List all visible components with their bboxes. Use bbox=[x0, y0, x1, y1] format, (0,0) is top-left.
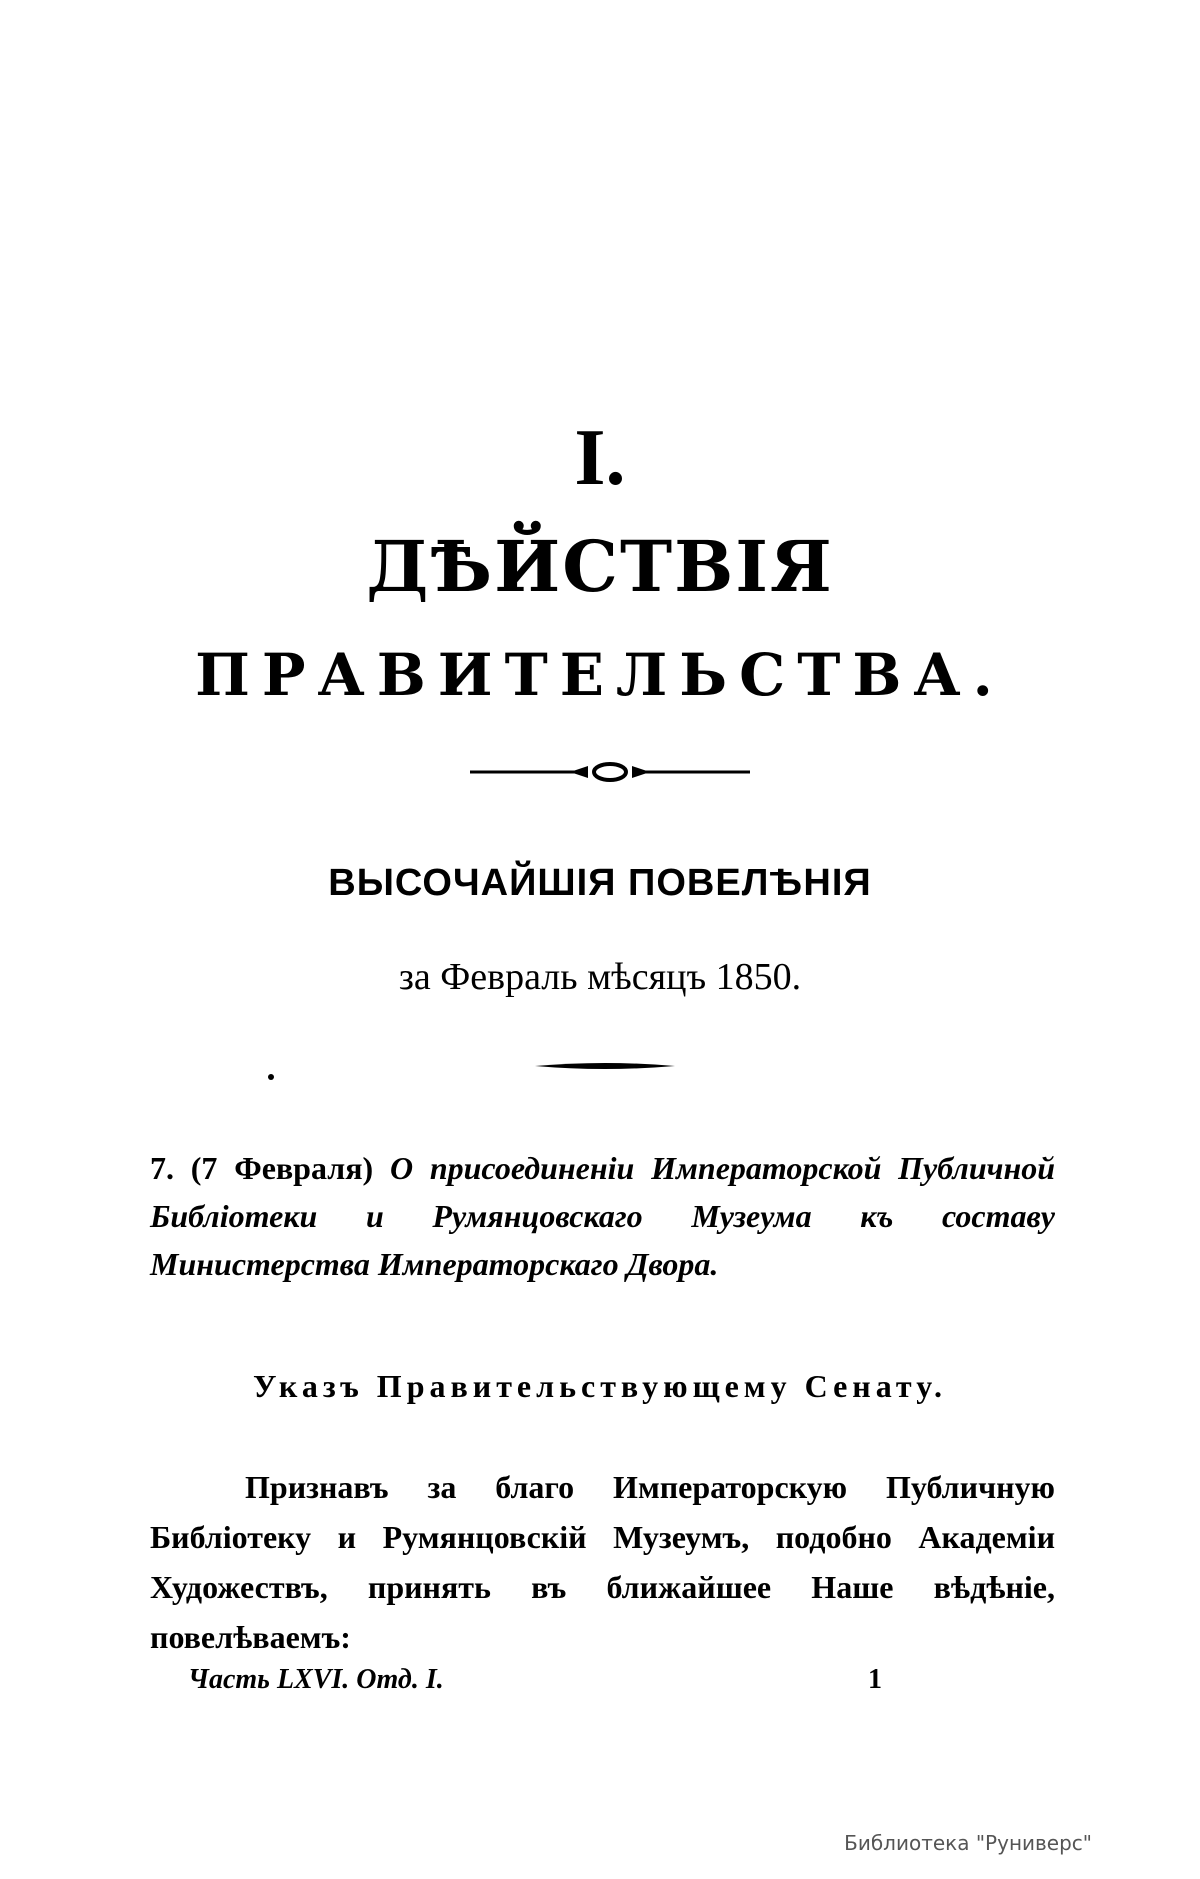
watermark: Библиотека "Руниверс" bbox=[844, 1831, 1092, 1855]
decree-title: О присоединеніи Императорской Публичной Библіотеки и Румянцовскаго Музеума къ составу Министерства Императорскаго Двора. bbox=[150, 1150, 1056, 1282]
short-rule-divider bbox=[535, 1060, 675, 1072]
ornament-divider bbox=[470, 760, 750, 784]
decree-number: 7. (7 Февраля) bbox=[150, 1150, 374, 1186]
page-number: 1 bbox=[868, 1664, 882, 1695]
decrees-heading: ВЫСОЧАЙШІЯ ПОВЕЛѢНІЯ bbox=[328, 862, 872, 904]
section-title-line1: ДѢЙСТВІЯ bbox=[366, 525, 834, 608]
decrees-subheading: за Февраль мѣсяцъ 1850. bbox=[398, 956, 802, 998]
stray-dot bbox=[268, 1074, 274, 1080]
section-number: I. bbox=[574, 414, 626, 502]
decree-entry bbox=[150, 1144, 1055, 1288]
ukaz-heading: Указъ Правительствующему Сенату. bbox=[253, 1368, 947, 1404]
footer-part: Часть LXVI. Отд. I. bbox=[188, 1664, 444, 1695]
decree-body: Признавъ за благо Императорскую Публичную Библіотеку и Румянцовскій Музеумъ, подобно Академіи Художествъ, принять въ ближайшее Наше вѣдѣніе, повелѣваемъ: bbox=[150, 1469, 1055, 1655]
section-title-line2: ПРАВИТЕЛЬСТВА. bbox=[195, 641, 1005, 709]
